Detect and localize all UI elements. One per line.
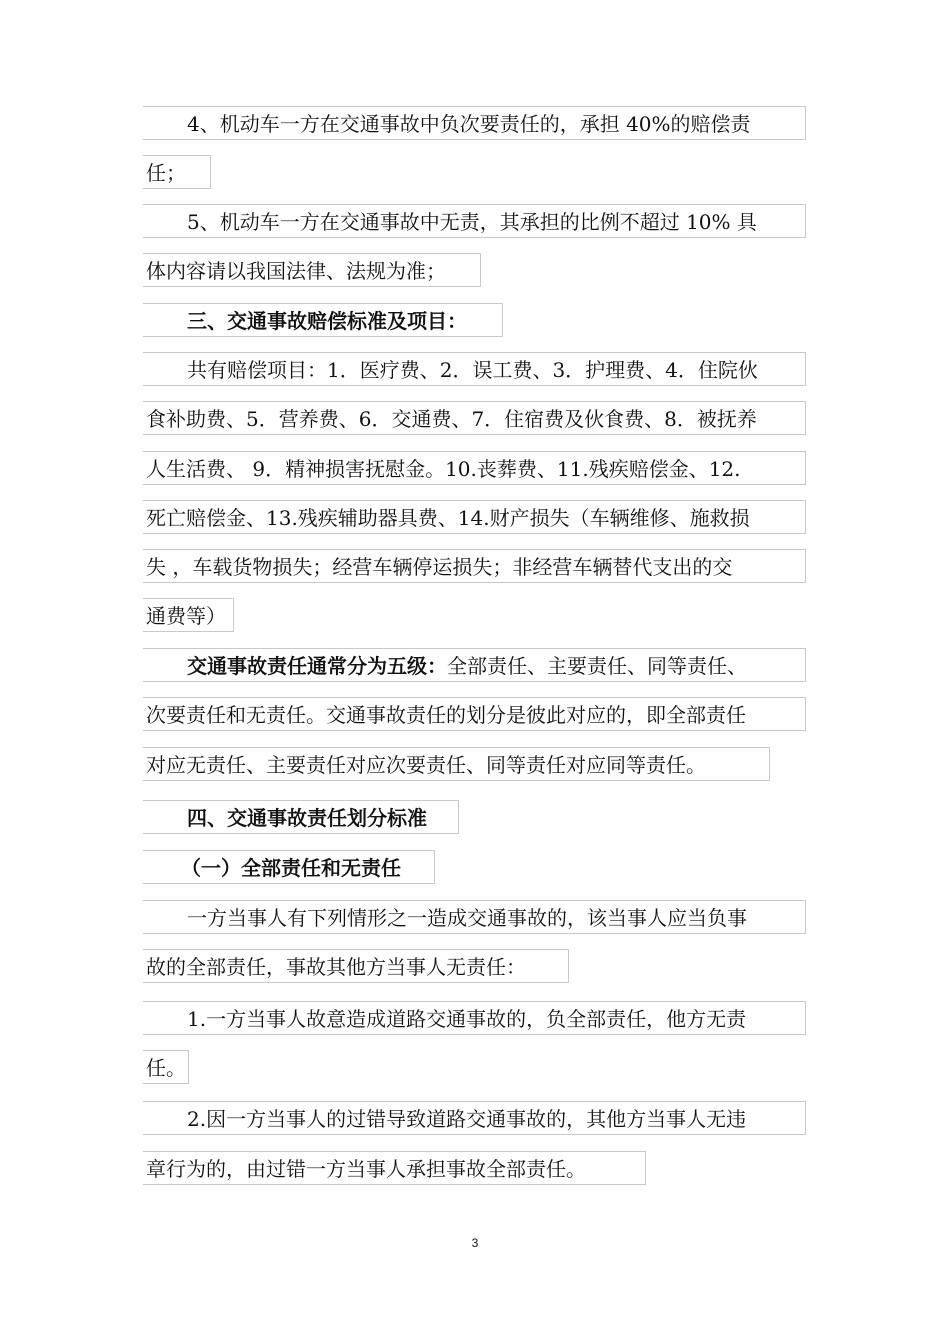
text-line: 故的全部责任，事故其他方当事人无责任： — [143, 949, 569, 983]
text-line: 4、机动车一方在交通事故中负次要责任的，承担 40%的赔偿责 — [143, 106, 806, 140]
text-line: 体内容请以我国法律、法规为准； — [143, 253, 481, 287]
section-heading: 三、交通事故赔偿标准及项目： — [143, 303, 503, 337]
text-line: 章行为的，由过错一方当事人承担事故全部责任。 — [143, 1151, 646, 1185]
section-heading: 四、交通事故责任划分标准 — [143, 800, 459, 834]
text-line: 5、机动车一方在交通事故中无责，其承担的比例不超过 10% 具 — [143, 204, 806, 238]
text-line: 任。 — [143, 1050, 189, 1084]
text-line: 失 ，车载货物损失；经营车辆停运损失；非经营车辆替代支出的交 — [143, 549, 806, 583]
bold-lead: 交通事故责任通常分为五级： — [187, 654, 447, 678]
text-line: 2.因一方当事人的过错导致道路交通事故的，其他方当事人无违 — [143, 1101, 806, 1135]
text-line: 任； — [143, 155, 211, 189]
text-line: 人生活费、 9．精神损害抚慰金。10.丧葬费、11.残疾赔偿金、12. — [143, 451, 806, 485]
text-line: 次要责任和无责任。交通事故责任的划分是彼此对应的，即全部责任 — [143, 697, 806, 731]
text-line: 食补助费、5．营养费、6．交通费、7．住宿费及伙食费、8．被抚养 — [143, 401, 806, 435]
text-line: 共有赔偿项目：1．医疗费、2．误工费、3．护理费、4．住院伙 — [143, 352, 806, 386]
text-run: 全部责任、主要责任、同等责任、 — [447, 654, 747, 678]
subsection-heading: （一）全部责任和无责任 — [143, 850, 435, 884]
text-line: 死亡赔偿金、13.残疾辅助器具费、14.财产损失（车辆维修、施救损 — [143, 500, 806, 534]
text-line — [143, 648, 806, 682]
text-line: 通费等） — [143, 598, 234, 632]
text-line: 对应无责任、主要责任对应次要责任、同等责任对应同等责任。 — [143, 747, 770, 781]
page-number: 3 — [471, 1236, 479, 1250]
text-line: 1.一方当事人故意造成道路交通事故的，负全部责任，他方无责 — [143, 1001, 806, 1035]
text-line: 一方当事人有下列情形之一造成交通事故的，该当事人应当负事 — [143, 900, 806, 934]
